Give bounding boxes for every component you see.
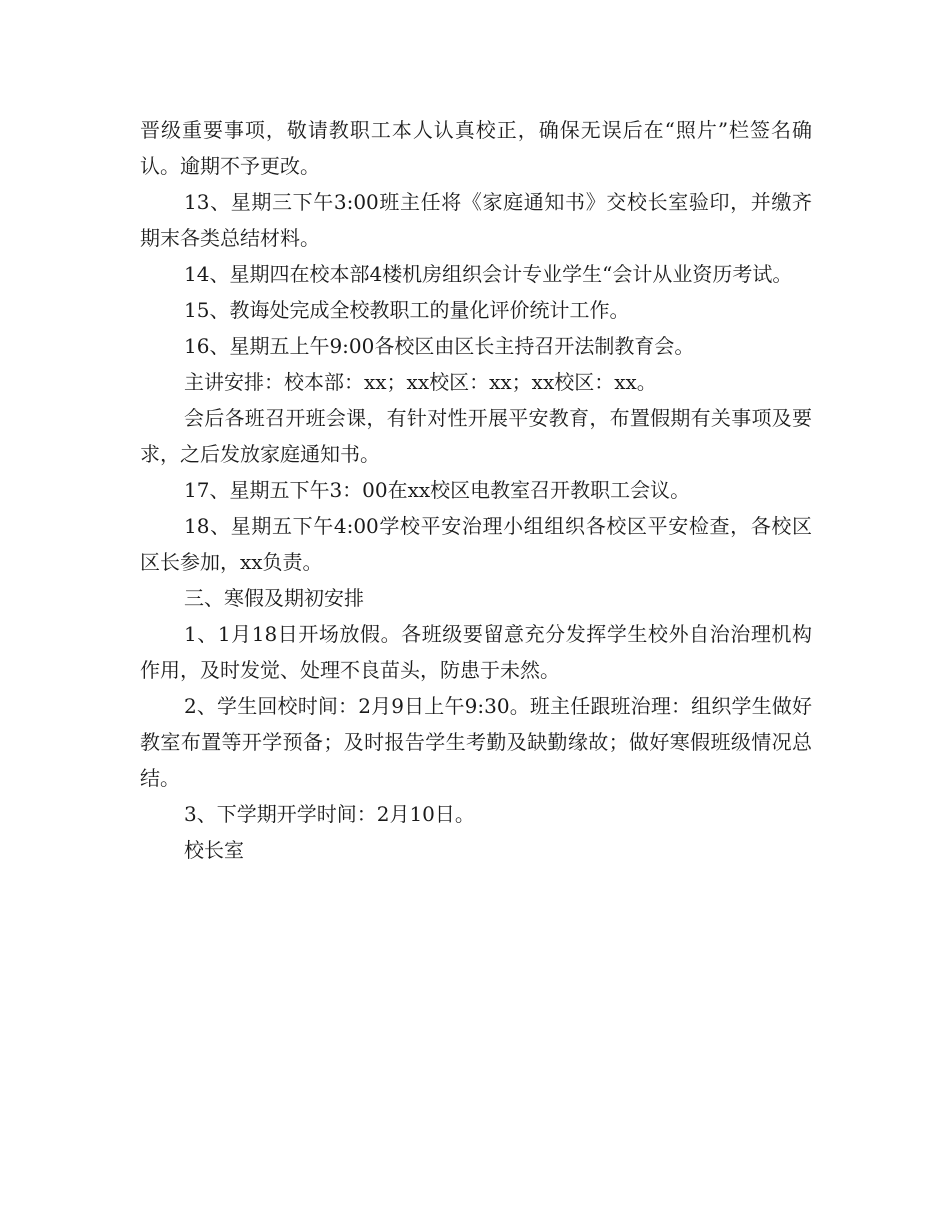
paragraph-item-14: 14、星期四在校本部4楼机房组织会计专业学生“会计从业资历考试。 [184, 262, 793, 286]
paragraph-item-13: 13、星期三下午3:00班主任将《家庭通知书》交校长室验印，并缴齐期末各类总结材料。 [140, 190, 812, 250]
signature-office: 校长室 [184, 838, 244, 862]
paragraph-speaker-arrangement: 主讲安排：校本部：xx；xx校区：xx；xx校区：xx。 [184, 370, 657, 394]
paragraph-continuation: 晋级重要事项，敬请教职工本人认真校正，确保无误后在“照片”栏签名确认。逾期不予更改。 [140, 118, 812, 178]
paragraph-item-18: 18、星期五下午4:00学校平安治理小组组织各校区平安检查，各校区区长参加，xx负责。 [140, 514, 812, 574]
paragraph-item-17: 17、星期五下午3：00在xx校区电教室召开教职工会议。 [184, 478, 691, 502]
paragraph-class-meeting: 会后各班召开班会课，有针对性开展平安教育，布置假期有关事项及要求，之后发放家庭通知书。 [140, 406, 812, 466]
document-body [140, 112, 812, 868]
paragraph-item-16: 16、星期五上午9:00各校区由区长主持召开法制教育会。 [184, 334, 695, 358]
section-heading-winter-break: 三、寒假及期初安排 [184, 586, 364, 610]
paragraph-item-15: 15、教诲处完成全校教职工的量化评价统计工作。 [184, 298, 630, 322]
paragraph-break-item-2: 2、学生回校时间：2月9日上午9:30。班主任跟班治理：组织学生做好教室布置等开学预备；及时报告学生考勤及缺勤缘故；做好寒假班级情况总结。 [140, 694, 812, 790]
paragraph-break-item-3: 3、下学期开学时间：2月10日。 [184, 802, 475, 826]
paragraph-break-item-1: 1、1月18日开场放假。各班级要留意充分发挥学生校外自治治理机构作用，及时发觉、处理不良苗头，防患于未然。 [140, 622, 812, 682]
